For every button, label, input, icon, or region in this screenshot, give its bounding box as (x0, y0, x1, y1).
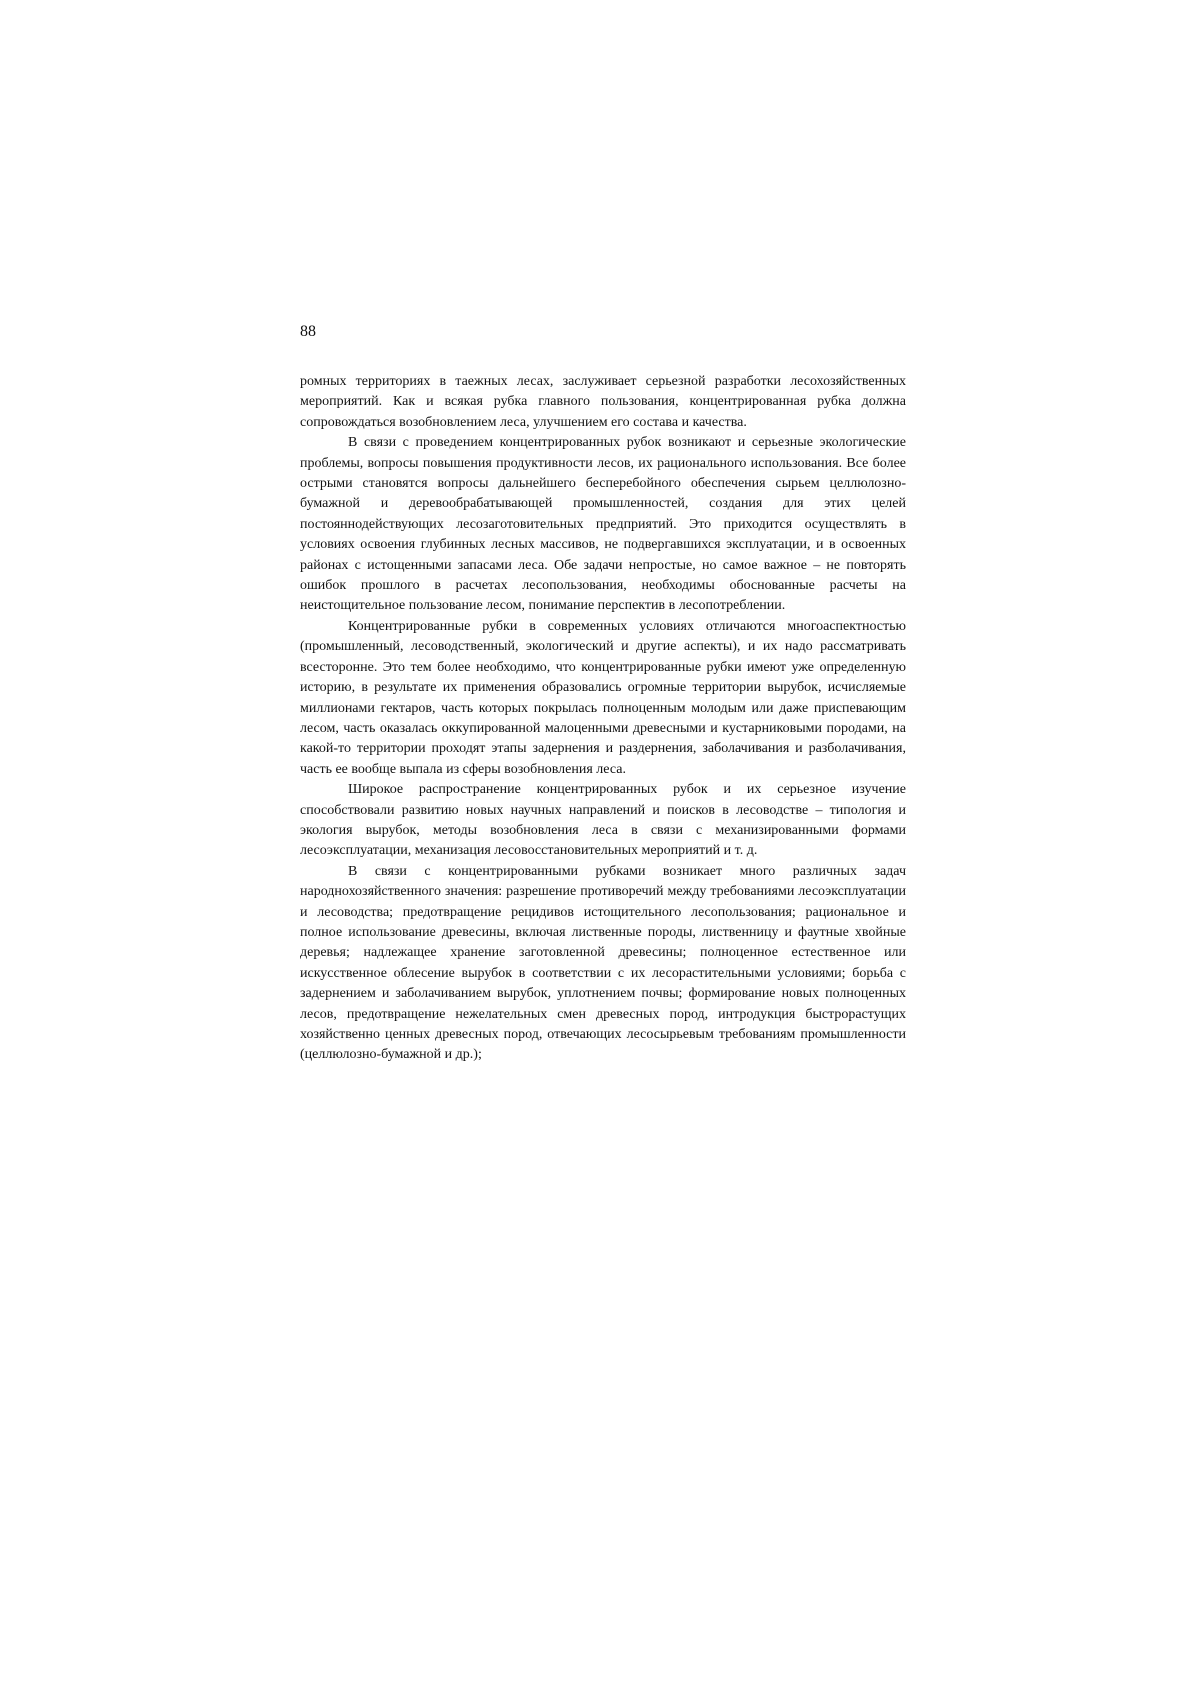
paragraph-2: В связи с проведением концентрированных рубок возникают и серьезные экологические проблемы, вопросы повышения продуктивности лесов, их рационального использования. Все более острыми становятся вопросы дальнейшего бесперебойного обеспечения сырьем целлюлозно-бумажной и деревообрабатывающей промышленностей, создания для этих целей постояннодействующих лесозаготовительных предприятий. Это приходится осуществлять в условиях освоения глубинных лесных массивов, не подвергавшихся эксплуатации, и в освоенных районах с истощенными запасами леса. Обе задачи непростые, но самое важное – не повторять ошибок прошлого в расчетах лесопользования, необходимы обоснованные расчеты на неистощительное пользование лесом, понимание перспектив в лесопотреблении. (300, 435, 906, 614)
page-number: 88 (300, 323, 316, 340)
body-text (300, 372, 906, 1066)
paragraph-3: Концентрированные рубки в современных условиях отличаются многоаспектностью (промышленный, лесоводственный, экологический и другие аспекты), и их надо рассматривать всесторонне. Это тем более необходимо, что концентрированные рубки имеют уже определенную историю, в результате их применения образовались огромные территории вырубок, исчисляемые миллионами гектаров, часть которых покрылась полноценным молодым или даже приспевающим лесом, часть оказалась оккупированной малоценными древесными и кустарниковыми породами, на какой-то территории проходят этапы задернения и раздернения, заболачивания и разболачивания, часть ее вообще выпала из сферы возобновления леса. (300, 618, 906, 777)
paragraph-4: Широкое распространение концентрированных рубок и их серьезное изучение способствовали развитию новых научных направлений и поисков в лесоводстве – типология и экология вырубок, методы возобновления леса в связи с механизированными формами лесоэксплуатации, механизация лесовосстановительных мероприятий и т. д. (300, 782, 906, 859)
paragraph-1: ромных территориях в таежных лесах, заслуживает серьезной разработки лесохозяйственных мероприятий. Как и всякая рубка главного пользования, концентрированная рубка должна сопровождаться возобновлением леса, улучшением его состава и качества. (300, 374, 906, 430)
paragraph-5: В связи с концентрированными рубками возникает много различных задач народнохозяйственного значения: разрешение противоречий между требованиями лесоэксплуатации и лесоводства; предотвращение рецидивов истощительного лесопользования; рациональное и полное использование древесины, включая лиственные породы, лиственницу и фаутные хвойные деревья; надлежащее хранение заготовленной древесины; полноценное естественное или искусственное облесение вырубок в соответствии с их лесорастительными условиями; борьба с задернением и заболачиванием вырубок, уплотнением почвы; формирование новых полноценных лесов, предотвращение нежелательных смен древесных пород, интродукция быстрорастущих хозяйственно ценных древесных пород, отвечающих лесосырьевым требованиям промышленности (целлюлозно-бумажной и др.); (300, 863, 906, 1063)
